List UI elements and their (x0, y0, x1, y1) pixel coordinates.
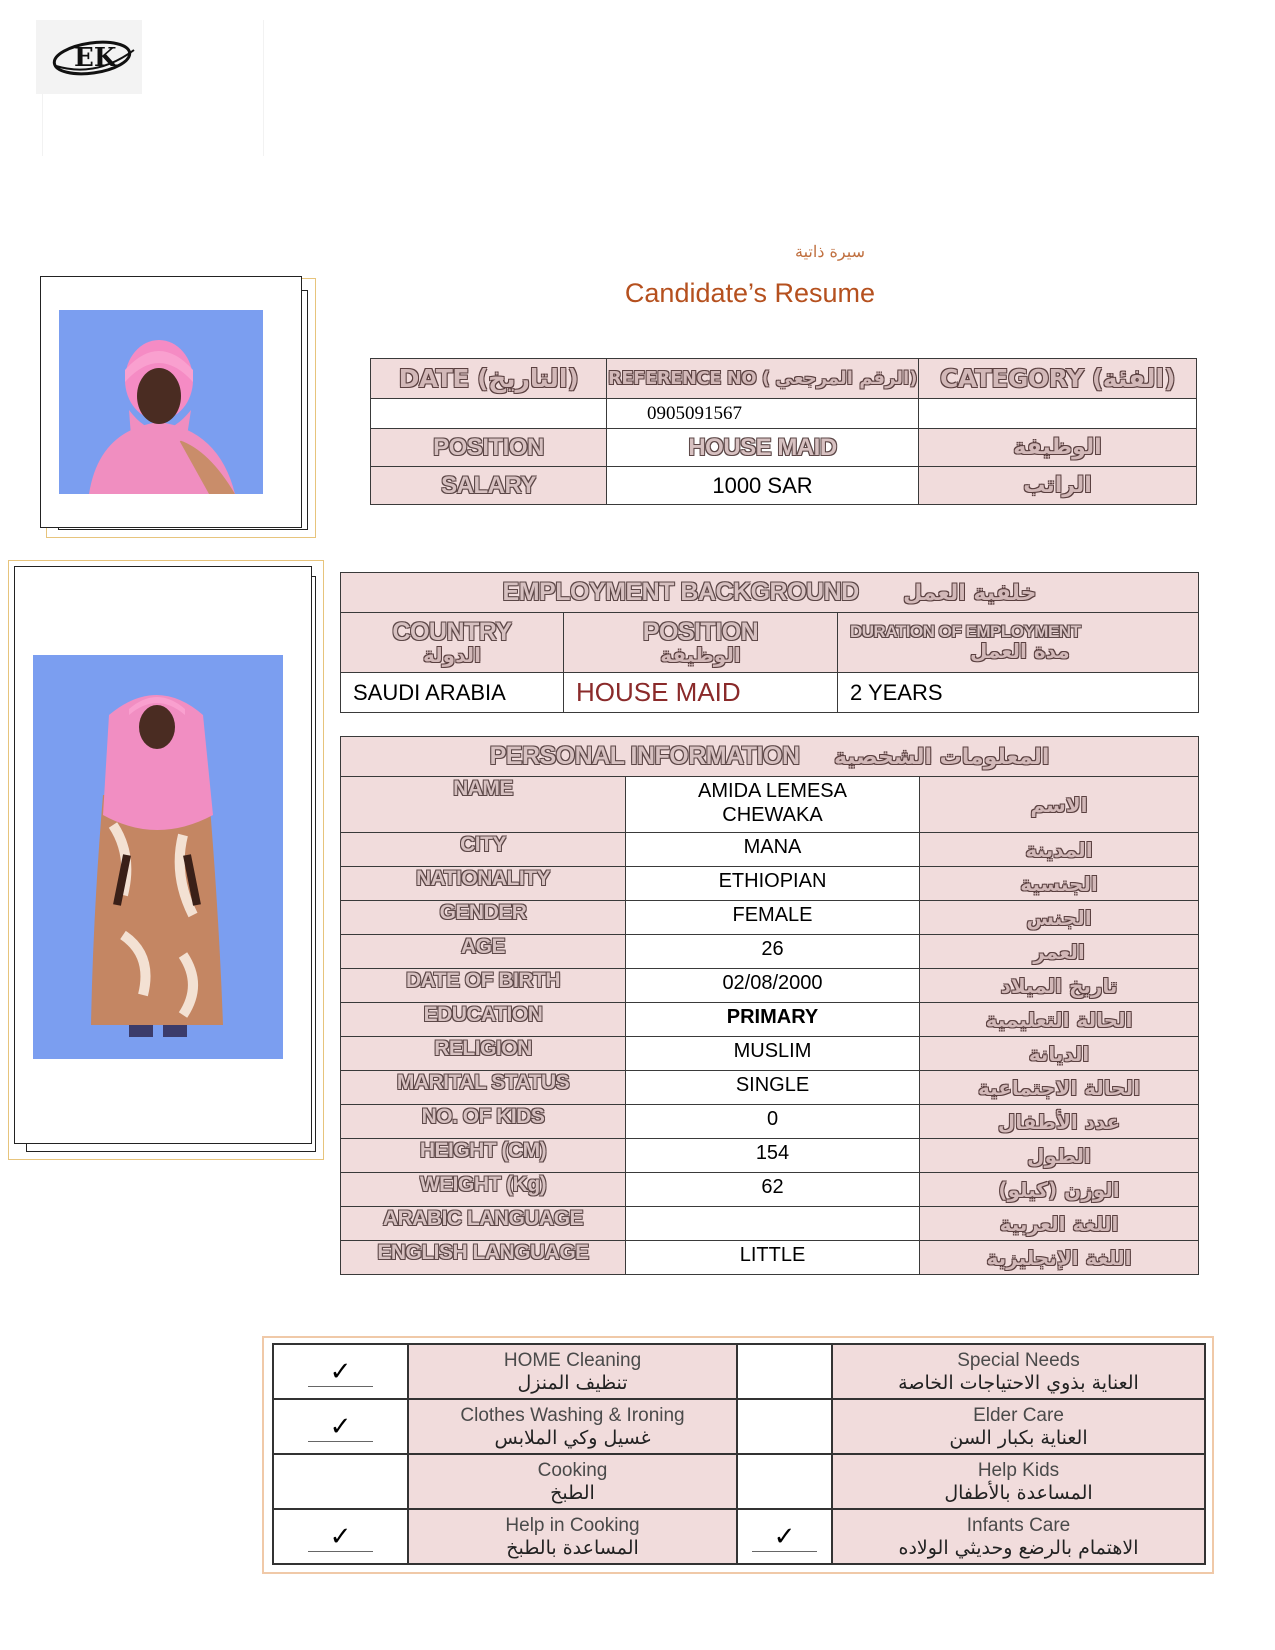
skill-checkbox-right (737, 1454, 832, 1509)
personal-info-row (341, 777, 1199, 833)
skill-checkbox-left (273, 1344, 408, 1399)
photo-card-1 (40, 276, 302, 528)
field-value: 26 (626, 935, 920, 969)
skill-row (273, 1344, 1205, 1399)
check-icon: ✓ (308, 1521, 374, 1552)
personal-info-row (341, 1105, 1199, 1139)
field-label-arabic: العمر (920, 935, 1199, 969)
skill-left: Cooking الطبخ (408, 1454, 737, 1509)
resume-title-arabic: سيرة ذاتية (795, 242, 865, 261)
skill-right: Help Kids المساعدة بالأطفال (832, 1454, 1205, 1509)
personal-info-header: PERSONAL INFORMATION المعلومات الشخصية (341, 737, 1199, 777)
field-label-arabic: الجنسية (920, 867, 1199, 901)
personal-info-row (341, 1071, 1199, 1105)
position-label-arabic: الوظيفة (919, 429, 1197, 467)
field-label-arabic: الجنس (920, 901, 1199, 935)
resume-title: Candidate’s Resume (624, 278, 876, 308)
personal-info-row (341, 833, 1199, 867)
duration-column-header: DURATION OF EMPLOYMENT مدة العمل (838, 613, 1199, 673)
field-label-arabic: اللغة الإنجليزية (920, 1241, 1199, 1275)
field-value (626, 1207, 920, 1241)
country-column-header: COUNTRY الدولة (341, 613, 564, 673)
field-label-arabic: عدد الأطفال (920, 1105, 1199, 1139)
field-value: LITTLE (626, 1241, 920, 1275)
field-label-arabic: اللغة العربية (920, 1207, 1199, 1241)
field-label: EDUCATION (341, 1003, 626, 1037)
field-label-arabic: الحالة الاجتماعية (920, 1071, 1199, 1105)
field-label: NAME (341, 777, 626, 833)
personal-info-table (340, 736, 1199, 1275)
field-label: ENGLISH LANGUAGE (341, 1241, 626, 1275)
category-value (919, 399, 1197, 429)
field-label: DATE OF BIRTH (341, 969, 626, 1003)
skill-left: Help in Cooking المساعدة بالطبخ (408, 1509, 737, 1564)
salary-label: SALARY (371, 467, 607, 505)
personal-info-row (341, 1173, 1199, 1207)
personal-info-row (341, 867, 1199, 901)
skill-left: HOME Cleaning تنظيف المنزل (408, 1344, 737, 1399)
employment-position-value: HOUSE MAID (564, 673, 838, 713)
field-value: FEMALE (626, 901, 920, 935)
employment-header: EMPLOYMENT BACKGROUND خلفية العمل (341, 573, 1199, 613)
category-label: CATEGORY (الفئة) (919, 359, 1197, 399)
reference-value: 0905091567 (607, 399, 919, 429)
personal-info-row (341, 1037, 1199, 1071)
skill-right: Special Needs العناية بذوي الاحتياجات الخاصة (832, 1344, 1205, 1399)
personal-info-row (341, 1139, 1199, 1173)
skill-checkbox-right (737, 1344, 832, 1399)
personal-info-row (341, 1003, 1199, 1037)
person-headshot-icon (59, 310, 263, 494)
skill-left: Clothes Washing & Ironing غسيل وكي الملابس (408, 1399, 737, 1454)
check-icon: ✓ (752, 1521, 818, 1552)
field-value: 154 (626, 1139, 920, 1173)
date-value (371, 399, 607, 429)
skills-table (272, 1343, 1206, 1565)
field-label-arabic: الديانة (920, 1037, 1199, 1071)
skill-checkbox-left (273, 1454, 408, 1509)
personal-info-row (341, 901, 1199, 935)
field-value: SINGLE (626, 1071, 920, 1105)
skill-checkbox-right (737, 1509, 832, 1564)
field-label: NATIONALITY (341, 867, 626, 901)
person-full-body-icon (33, 655, 283, 1059)
headshot-photo (59, 310, 263, 494)
field-label-arabic: الطول (920, 1139, 1199, 1173)
field-value: 02/08/2000 (626, 969, 920, 1003)
check-icon: ✓ (308, 1356, 374, 1387)
logo-icon (36, 20, 142, 94)
skill-row (273, 1509, 1205, 1564)
employment-table (340, 572, 1199, 713)
skill-checkbox-right (737, 1399, 832, 1454)
position-value: HOUSE MAID (607, 429, 919, 467)
field-label-arabic: الوزن (كيلو) (920, 1173, 1199, 1207)
position-label: POSITION (371, 429, 607, 467)
field-label: GENDER (341, 901, 626, 935)
photo-card-2 (14, 566, 312, 1144)
reference-label: REFERENCE NO ( الرقم المرجعي) (607, 359, 919, 399)
duration-value: 2 YEARS (838, 673, 1199, 713)
personal-info-row (341, 1241, 1199, 1275)
check-icon: ✓ (308, 1411, 374, 1442)
skill-checkbox-left (273, 1399, 408, 1454)
field-label: WEIGHT (Kg) (341, 1173, 626, 1207)
personal-info-row (341, 969, 1199, 1003)
full-body-photo (33, 655, 283, 1059)
field-value: PRIMARY (626, 1003, 920, 1037)
top-info-table (370, 358, 1197, 505)
field-value: ETHIOPIAN (626, 867, 920, 901)
date-label: DATE (التاريخ) (371, 359, 607, 399)
field-label: AGE (341, 935, 626, 969)
skill-right: Elder Care العناية بكبار السن (832, 1399, 1205, 1454)
field-label: RELIGION (341, 1037, 626, 1071)
skill-row (273, 1399, 1205, 1454)
field-value: MUSLIM (626, 1037, 920, 1071)
salary-label-arabic: الراتب (919, 467, 1197, 505)
field-label: MARITAL STATUS (341, 1071, 626, 1105)
field-label-arabic: تاريخ الميلاد (920, 969, 1199, 1003)
field-value: MANA (626, 833, 920, 867)
skill-row (273, 1454, 1205, 1509)
country-value: SAUDI ARABIA (341, 673, 564, 713)
field-value: 0 (626, 1105, 920, 1139)
field-value: 62 (626, 1173, 920, 1207)
personal-info-row (341, 935, 1199, 969)
field-label: CITY (341, 833, 626, 867)
field-value: AMIDA LEMESA CHEWAKA (626, 777, 920, 833)
position-column-header: POSITION الوظيفة (564, 613, 838, 673)
field-label-arabic: الاسم (920, 777, 1199, 833)
company-logo (36, 20, 142, 94)
field-label: NO. OF KIDS (341, 1105, 626, 1139)
field-label: ARABIC LANGUAGE (341, 1207, 626, 1241)
salary-value: 1000 SAR (607, 467, 919, 505)
skill-right: Infants Care الاهتمام بالرضع وحديثي الولاده (832, 1509, 1205, 1564)
field-label-arabic: الحالة التعليمية (920, 1003, 1199, 1037)
svg-text:EK: EK (74, 43, 117, 73)
field-label-arabic: المدينة (920, 833, 1199, 867)
skill-checkbox-left (273, 1509, 408, 1564)
field-label: HEIGHT (CM) (341, 1139, 626, 1173)
personal-info-row (341, 1207, 1199, 1241)
